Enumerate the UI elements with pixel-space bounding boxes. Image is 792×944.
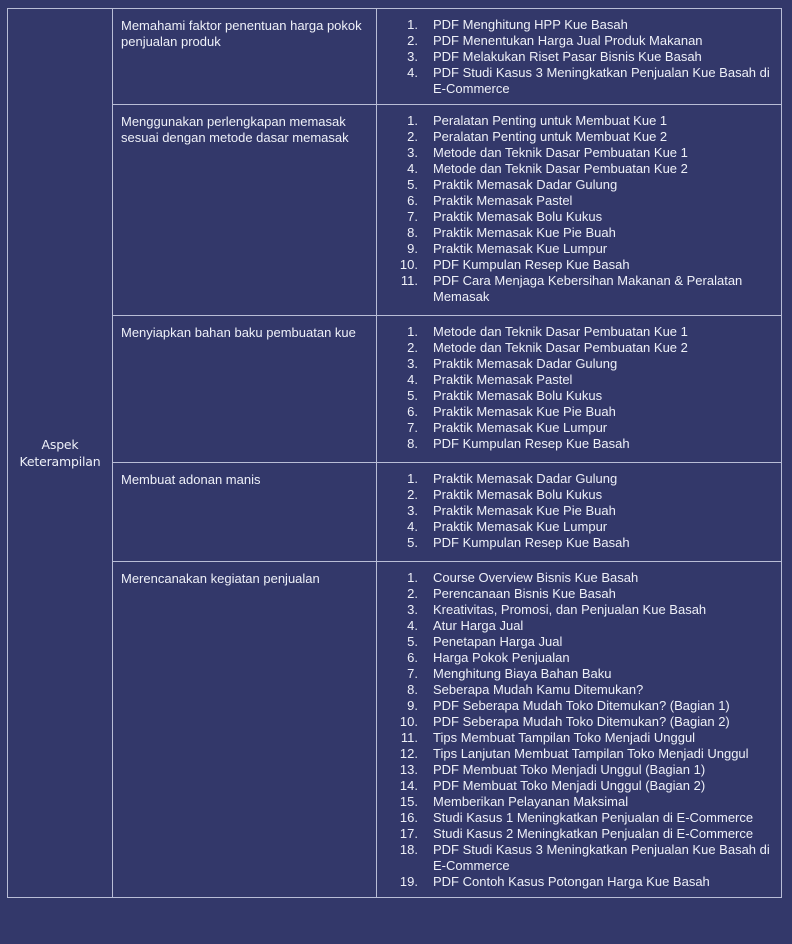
material-title: Praktik Memasak Kue Pie Buah	[433, 503, 616, 518]
material-item	[377, 570, 773, 586]
material-title: PDF Kumpulan Resep Kue Basah	[433, 436, 630, 451]
material-title: Peralatan Penting untuk Membuat Kue 1	[433, 113, 668, 128]
material-number: 3.	[407, 145, 418, 160]
material-item	[377, 682, 773, 698]
material-title: Menghitung Biaya Bahan Baku	[433, 666, 612, 681]
material-number: 7.	[407, 209, 418, 224]
materials-cell	[377, 316, 782, 463]
material-number: 2.	[407, 33, 418, 48]
material-item	[377, 404, 773, 420]
material-title: Praktik Memasak Dadar Gulung	[433, 471, 618, 486]
material-number: 6.	[407, 193, 418, 208]
material-title: Harga Pokok Penjualan	[433, 650, 570, 665]
material-number: 12.	[399, 746, 418, 761]
material-title: PDF Cara Menjaga Kebersihan Makanan & Peralatan Memasak	[433, 273, 743, 304]
materials-cell	[377, 562, 782, 898]
material-item	[377, 65, 773, 97]
material-item	[377, 535, 773, 551]
material-number: 2.	[407, 340, 418, 355]
material-item	[377, 145, 773, 161]
material-title: Praktik Memasak Bolu Kukus	[433, 388, 603, 403]
materials-cell	[377, 105, 782, 316]
material-item	[377, 762, 773, 778]
material-item	[377, 129, 773, 145]
material-title: Seberapa Mudah Kamu Ditemukan?	[433, 682, 644, 697]
material-item	[377, 161, 773, 177]
material-item	[377, 49, 773, 65]
table-row	[8, 9, 782, 105]
material-title: Course Overview Bisnis Kue Basah	[433, 570, 639, 585]
material-number: 3.	[407, 503, 418, 518]
material-number: 6.	[407, 650, 418, 665]
material-number: 3.	[407, 356, 418, 371]
material-number: 4.	[407, 161, 418, 176]
materials-list	[377, 324, 773, 452]
material-title: PDF Studi Kasus 3 Meningkatkan Penjualan Kue Basah di E-Commerce	[433, 842, 770, 873]
material-number: 9.	[407, 698, 418, 713]
material-item	[377, 193, 773, 209]
material-item	[377, 324, 773, 340]
competency-cell: Merencanakan kegiatan penjualan	[113, 562, 377, 898]
material-item	[377, 778, 773, 794]
material-title: Praktik Memasak Kue Pie Buah	[433, 404, 616, 419]
material-number: 5.	[407, 388, 418, 403]
material-title: PDF Seberapa Mudah Toko Ditemukan? (Bagian 1)	[433, 698, 730, 713]
material-title: PDF Contoh Kasus Potongan Harga Kue Basah	[433, 874, 710, 889]
material-item	[377, 618, 773, 634]
materials-list	[377, 570, 773, 890]
material-title: PDF Menentukan Harga Jual Produk Makanan	[433, 33, 703, 48]
material-title: Metode dan Teknik Dasar Pembuatan Kue 1	[433, 145, 688, 160]
material-number: 7.	[407, 420, 418, 435]
material-number: 10.	[399, 257, 418, 272]
material-title: Praktik Memasak Kue Pie Buah	[433, 225, 616, 240]
material-title: Metode dan Teknik Dasar Pembuatan Kue 1	[433, 324, 688, 339]
material-title: Tips Lanjutan Membuat Tampilan Toko Menjadi Unggul	[433, 746, 749, 761]
material-item	[377, 388, 773, 404]
material-item	[377, 177, 773, 193]
material-title: Praktik Memasak Pastel	[433, 193, 573, 208]
material-item	[377, 436, 773, 452]
material-number: 10.	[399, 714, 418, 729]
material-item	[377, 372, 773, 388]
material-number: 8.	[407, 682, 418, 697]
material-title: Tips Membuat Tampilan Toko Menjadi Unggul	[433, 730, 696, 745]
table-row	[8, 562, 782, 898]
materials-list	[377, 471, 773, 551]
material-number: 2.	[407, 129, 418, 144]
material-item	[377, 519, 773, 535]
competency-cell: Menyiapkan bahan baku pembuatan kue	[113, 316, 377, 463]
table-row	[8, 105, 782, 316]
material-item	[377, 340, 773, 356]
material-item	[377, 225, 773, 241]
material-number: 14.	[399, 778, 418, 793]
material-item	[377, 602, 773, 618]
material-number: 15.	[399, 794, 418, 809]
material-item	[377, 874, 773, 890]
material-title: PDF Kumpulan Resep Kue Basah	[433, 535, 630, 550]
material-item	[377, 17, 773, 33]
material-item	[377, 586, 773, 602]
material-item	[377, 842, 773, 874]
material-item	[377, 714, 773, 730]
material-number: 8.	[407, 436, 418, 451]
material-number: 1.	[407, 471, 418, 486]
material-title: PDF Menghitung HPP Kue Basah	[433, 17, 628, 32]
table-row	[8, 316, 782, 463]
material-title: PDF Membuat Toko Menjadi Unggul (Bagian 2)	[433, 778, 706, 793]
material-title: Perencanaan Bisnis Kue Basah	[433, 586, 616, 601]
materials-list	[377, 17, 773, 97]
competency-cell: Membuat adonan manis	[113, 463, 377, 562]
material-title: Studi Kasus 1 Meningkatkan Penjualan di E-Commerce	[433, 810, 754, 825]
material-number: 7.	[407, 666, 418, 681]
material-title: Metode dan Teknik Dasar Pembuatan Kue 2	[433, 161, 688, 176]
material-title: PDF Melakukan Riset Pasar Bisnis Kue Basah	[433, 49, 702, 64]
materials-cell	[377, 463, 782, 562]
competency-cell: Memahami faktor penentuan harga pokok penjualan produk	[113, 9, 377, 105]
material-number: 4.	[407, 65, 418, 80]
material-item	[377, 471, 773, 487]
material-number: 1.	[407, 17, 418, 32]
material-number: 1.	[407, 570, 418, 585]
material-number: 4.	[407, 372, 418, 387]
table-body	[8, 9, 782, 898]
material-item	[377, 257, 773, 273]
material-item	[377, 503, 773, 519]
material-item	[377, 634, 773, 650]
material-number: 11.	[400, 273, 418, 288]
material-title: Studi Kasus 2 Meningkatkan Penjualan di E-Commerce	[433, 826, 754, 841]
material-number: 5.	[407, 535, 418, 550]
material-item	[377, 666, 773, 682]
material-item	[377, 730, 773, 746]
material-title: PDF Seberapa Mudah Toko Ditemukan? (Bagian 2)	[433, 714, 730, 729]
material-title: Praktik Memasak Bolu Kukus	[433, 209, 603, 224]
material-number: 6.	[407, 404, 418, 419]
material-item	[377, 113, 773, 129]
material-item	[377, 33, 773, 49]
materials-list	[377, 113, 773, 305]
material-item	[377, 487, 773, 503]
material-item	[377, 810, 773, 826]
materials-cell	[377, 9, 782, 105]
material-item	[377, 273, 773, 305]
material-number: 19.	[399, 874, 418, 889]
material-title: Peralatan Penting untuk Membuat Kue 2	[433, 129, 668, 144]
material-number: 3.	[407, 49, 418, 64]
material-number: 11.	[400, 730, 418, 745]
material-number: 5.	[407, 177, 418, 192]
material-title: Praktik Memasak Bolu Kukus	[433, 487, 603, 502]
material-title: PDF Membuat Toko Menjadi Unggul (Bagian 1)	[433, 762, 706, 777]
material-number: 5.	[407, 634, 418, 649]
material-number: 3.	[407, 602, 418, 617]
material-number: 17.	[399, 826, 418, 841]
material-number: 4.	[407, 519, 418, 534]
material-title: Praktik Memasak Dadar Gulung	[433, 177, 618, 192]
material-number: 13.	[399, 762, 418, 777]
material-number: 2.	[407, 487, 418, 502]
aspect-label: Aspek Keterampilan	[8, 9, 113, 898]
material-title: PDF Kumpulan Resep Kue Basah	[433, 257, 630, 272]
material-item	[377, 650, 773, 666]
material-item	[377, 356, 773, 372]
material-item	[377, 698, 773, 714]
material-item	[377, 746, 773, 762]
material-number: 1.	[407, 113, 418, 128]
material-title: Atur Harga Jual	[433, 618, 524, 633]
material-title: PDF Studi Kasus 3 Meningkatkan Penjualan Kue Basah di E-Commerce	[433, 65, 770, 96]
material-number: 18.	[399, 842, 418, 857]
competency-cell: Menggunakan perlengkapan memasak sesuai dengan metode dasar memasak	[113, 105, 377, 316]
material-title: Memberikan Pelayanan Maksimal	[433, 794, 629, 809]
material-item	[377, 420, 773, 436]
material-title: Praktik Memasak Dadar Gulung	[433, 356, 618, 371]
material-title: Praktik Memasak Kue Lumpur	[433, 519, 608, 534]
material-item	[377, 241, 773, 257]
material-number: 4.	[407, 618, 418, 633]
material-number: 8.	[407, 225, 418, 240]
competency-table	[7, 8, 782, 898]
material-number: 16.	[399, 810, 418, 825]
material-item	[377, 826, 773, 842]
material-item	[377, 209, 773, 225]
material-title: Praktik Memasak Kue Lumpur	[433, 420, 608, 435]
material-title: Kreativitas, Promosi, dan Penjualan Kue Basah	[433, 602, 707, 617]
material-title: Praktik Memasak Pastel	[433, 372, 573, 387]
material-number: 1.	[407, 324, 418, 339]
material-number: 2.	[407, 586, 418, 601]
material-title: Praktik Memasak Kue Lumpur	[433, 241, 608, 256]
table-row	[8, 463, 782, 562]
material-title: Penetapan Harga Jual	[433, 634, 563, 649]
material-title: Metode dan Teknik Dasar Pembuatan Kue 2	[433, 340, 688, 355]
material-item	[377, 794, 773, 810]
material-number: 9.	[407, 241, 418, 256]
